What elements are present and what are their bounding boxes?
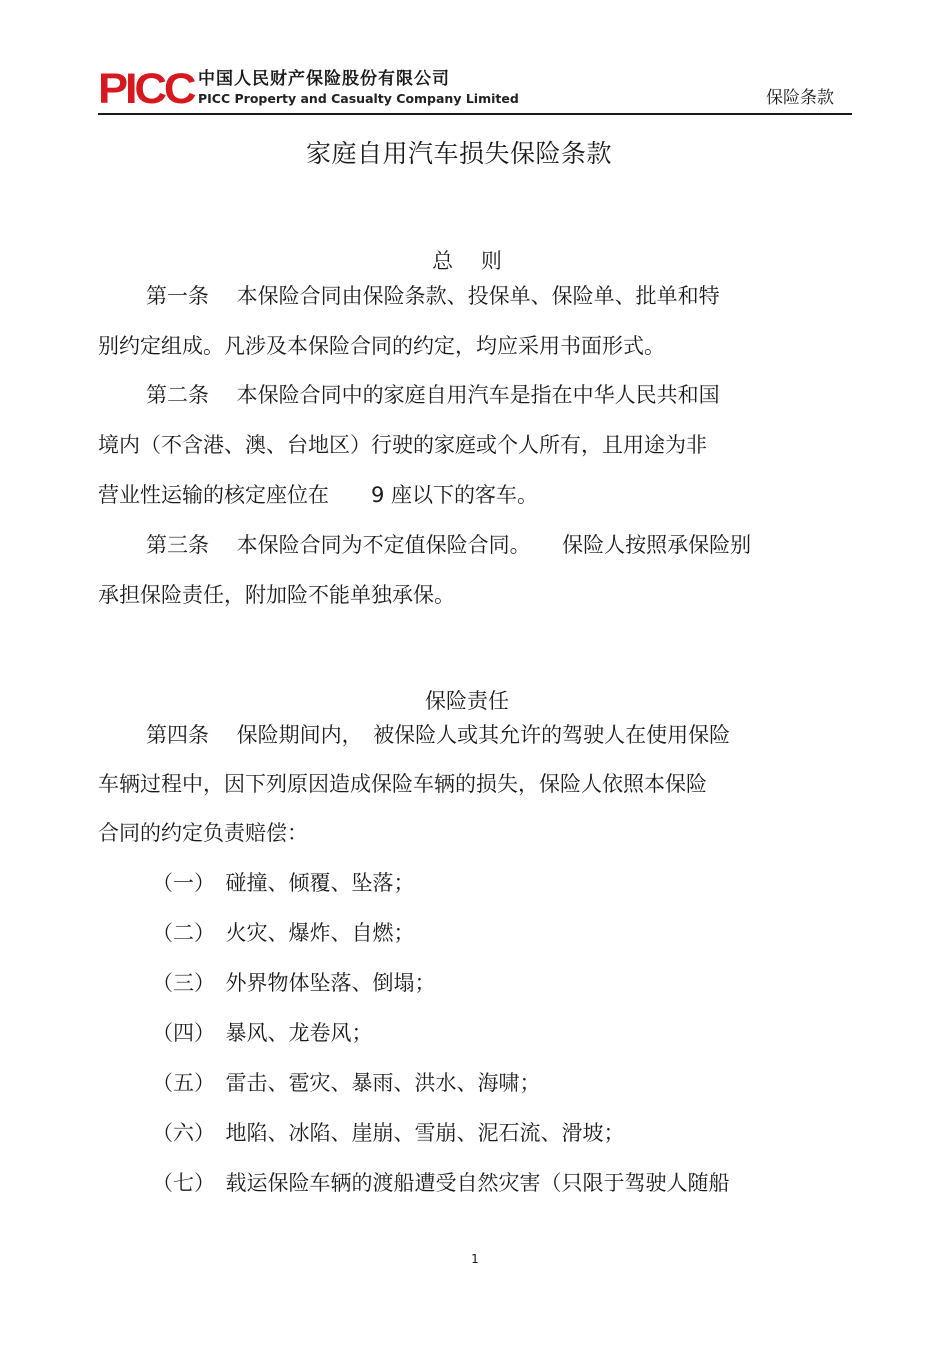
company-name-cn: 中国人民财产保险股份有限公司 — [198, 69, 450, 89]
article-4-line-3: 合同的约定负责赔偿： — [98, 821, 308, 845]
list-item: （七） 载运保险车辆的渡船遭受自然灾害（只限于驾驶人随船 — [152, 1171, 730, 1195]
header-divider — [98, 113, 852, 115]
company-name-en: PICC Property and Casualty Company Limited — [198, 91, 519, 106]
article-3-line-1: 第三条 本保险合同为不定值保险合同。 保险人按照承保险别 — [146, 533, 752, 557]
article-2-line-2: 境内（不含港、澳、台地区）行驶的家庭或个人所有，且用途为非 — [98, 433, 707, 457]
picc-logo: PICC — [98, 65, 194, 113]
list-item: （四） 暴风、龙卷风； — [152, 1021, 373, 1045]
list-item: （二） 火灾、爆炸、自燃； — [152, 921, 415, 945]
list-item: （六） 地陷、冰陷、崖崩、雪崩、泥石流、滑坡； — [152, 1121, 625, 1145]
page-number: 1 — [471, 1252, 479, 1266]
header-doc-type: 保险条款 — [766, 88, 834, 108]
article-4-line-2: 车辆过程中，因下列原因造成保险车辆的损失，保险人依照本保险 — [98, 772, 707, 796]
list-item: （三） 外界物体坠落、倒塌； — [152, 971, 436, 995]
list-item: （五） 雷击、雹灾、暴雨、洪水、海啸； — [152, 1071, 541, 1095]
section-heading-liability: 保险责任 — [425, 689, 509, 713]
article-3-line-2: 承担保险责任，附加险不能单独承保。 — [98, 583, 455, 607]
list-item: （一） 碰撞、倾覆、坠落； — [152, 871, 415, 895]
section-heading-general: 总 则 — [432, 249, 502, 273]
article-1-line-1: 第一条 本保险合同由保险条款、投保单、保险单、批单和特 — [146, 284, 720, 308]
article-2-line-1: 第二条 本保险合同中的家庭自用汽车是指在中华人民共和国 — [146, 383, 720, 407]
article-1-line-2: 别约定组成。凡涉及本保险合同的约定，均应采用书面形式。 — [98, 334, 665, 358]
document-title: 家庭自用汽车损失保险条款 — [305, 139, 612, 168]
article-4-line-1: 第四条 保险期间内， 被保险人或其允许的驾驶人在使用保险 — [146, 723, 731, 747]
article-2-line-3: 营业性运输的核定座位在 9 座以下的客车。 — [98, 483, 539, 507]
